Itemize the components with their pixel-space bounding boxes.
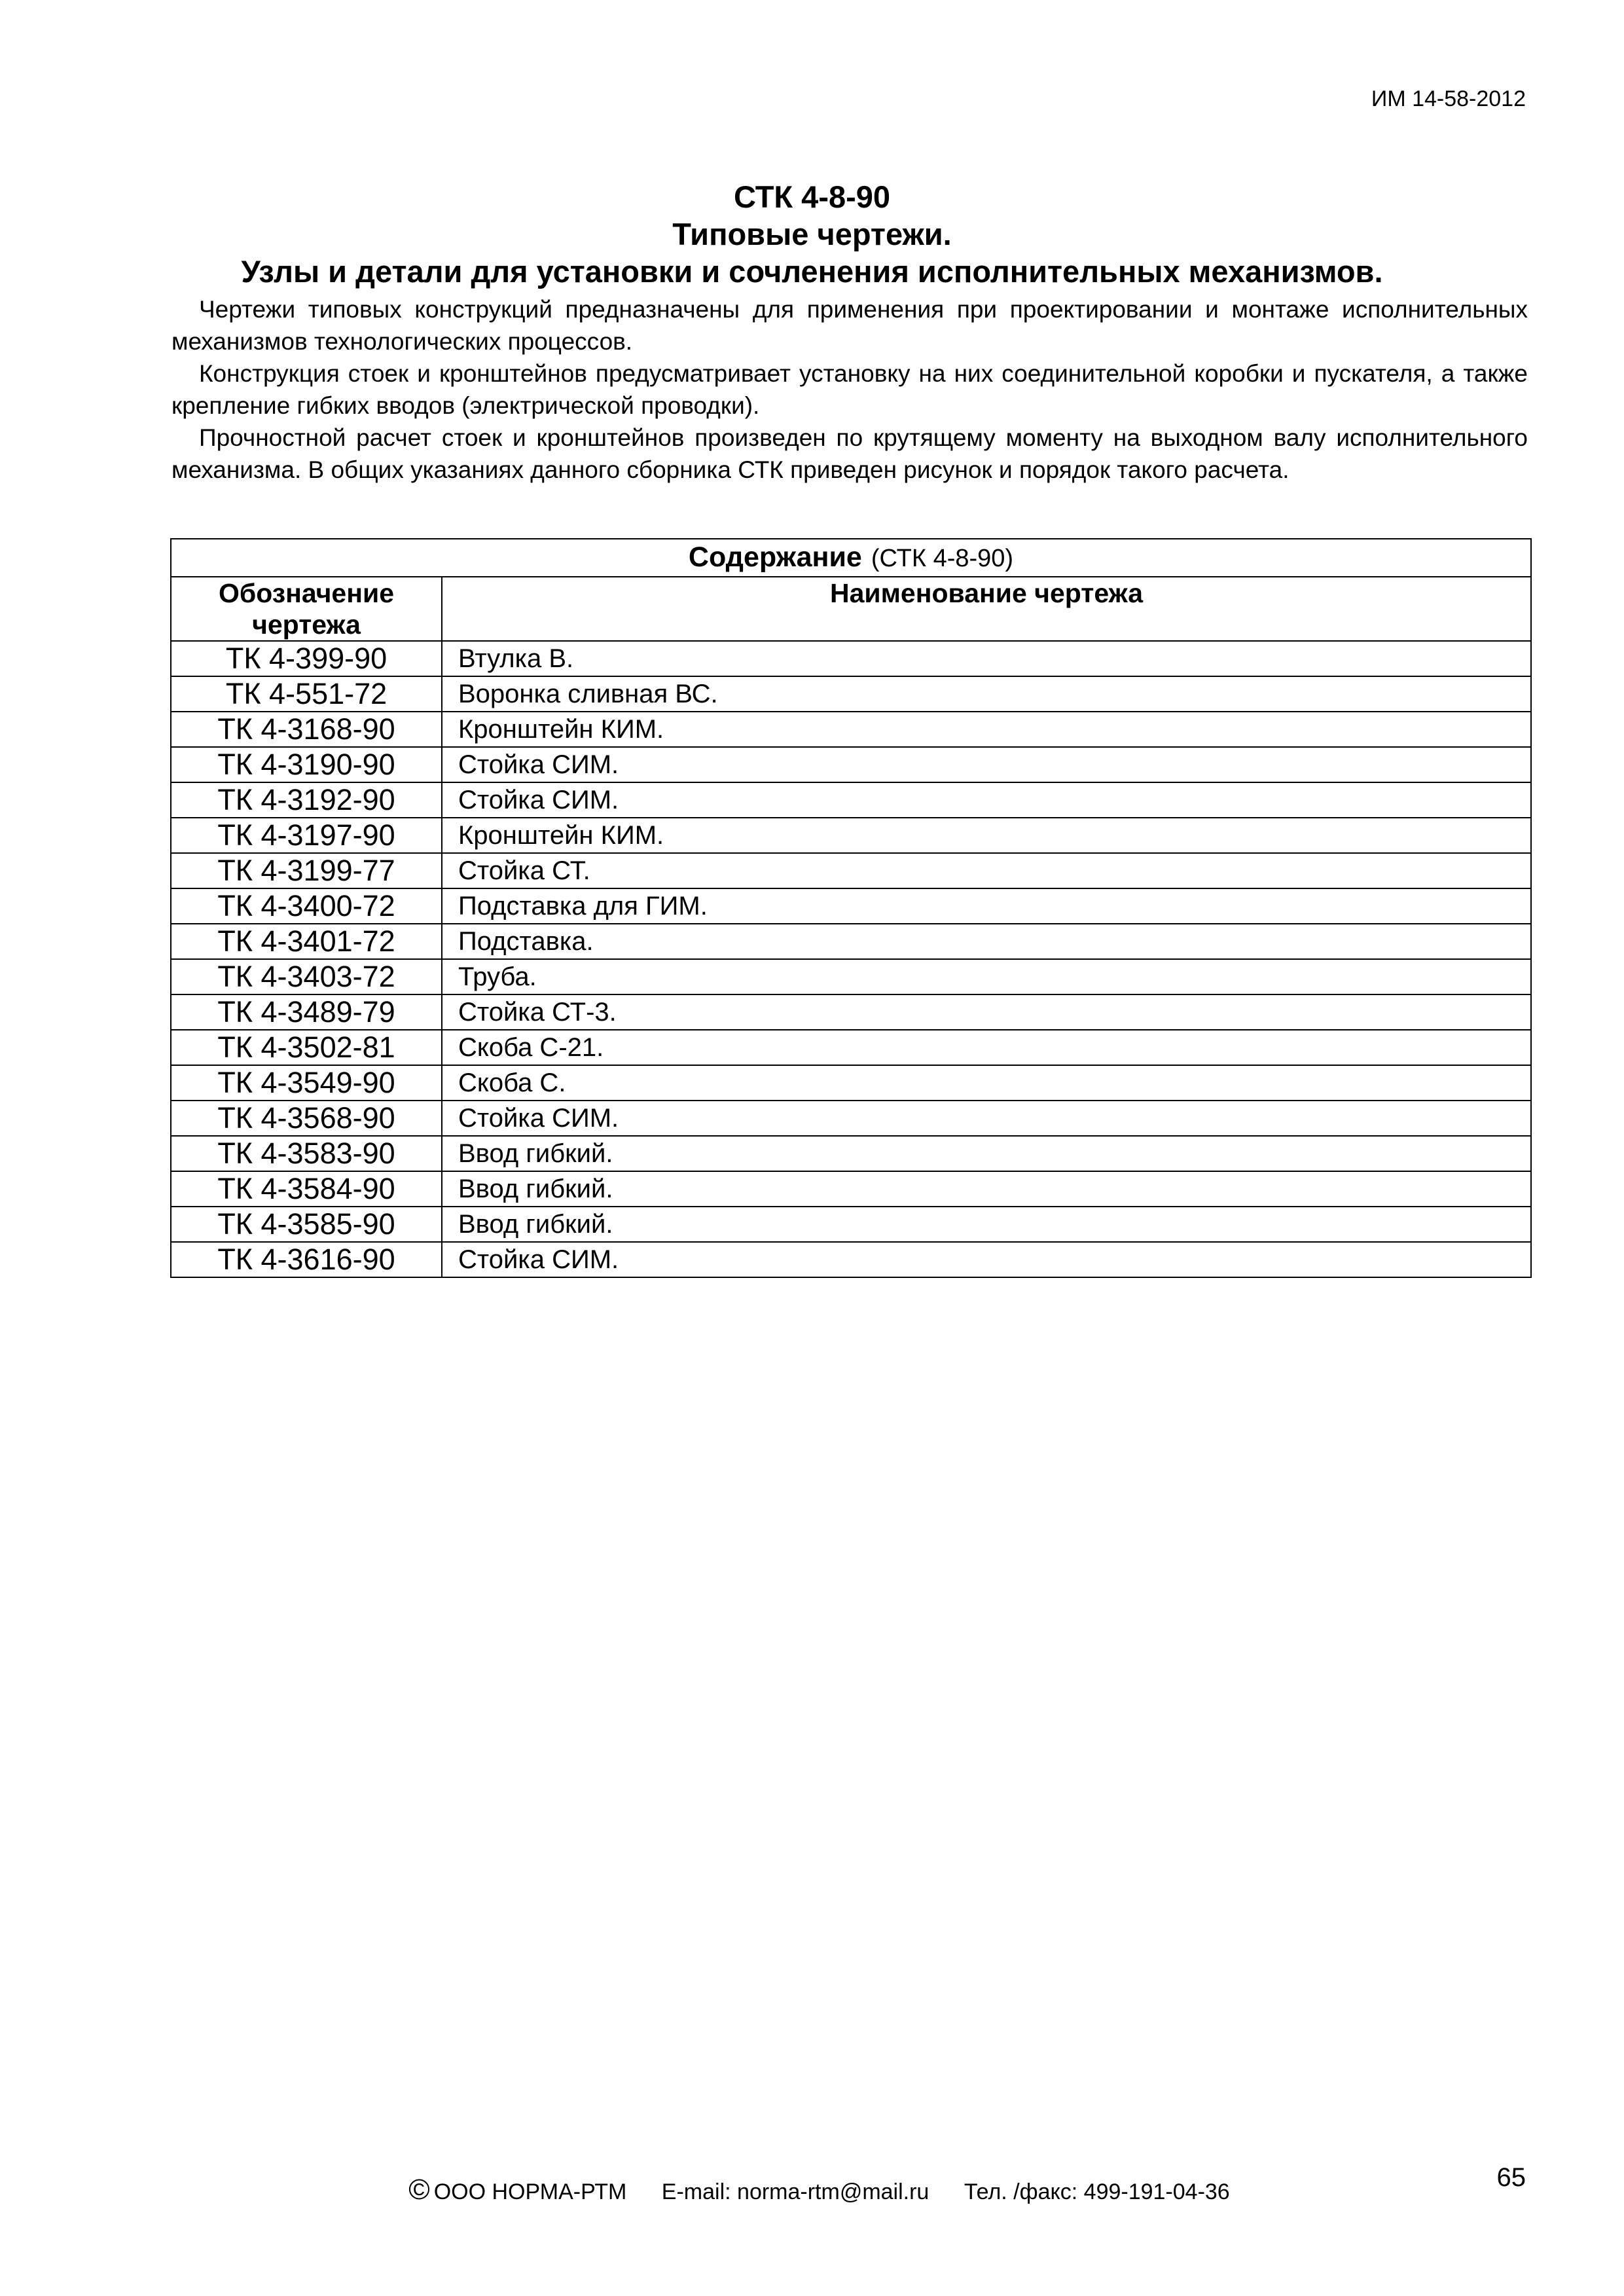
table-row bbox=[171, 712, 1531, 747]
table-row bbox=[171, 888, 1531, 924]
drawing-name-cell: Подставка для ГИМ. bbox=[442, 888, 1531, 924]
copyright-company bbox=[394, 2174, 627, 2206]
drawing-code-cell: ТК 4-3568-90 bbox=[171, 1101, 442, 1136]
drawing-name-cell: Стойка СИМ. bbox=[442, 1242, 1531, 1277]
type-title: Типовые чертежи. bbox=[672, 217, 952, 251]
document-code: ИМ 14-58-2012 bbox=[1371, 86, 1526, 111]
copyright-icon: © bbox=[408, 2174, 430, 2206]
caption-code: (СТК 4-8-90) bbox=[871, 545, 1014, 572]
drawing-name-cell: Стойка СИМ. bbox=[442, 782, 1531, 818]
caption-title: Содержание bbox=[688, 541, 862, 573]
standard-title: СТК 4-8-90 bbox=[733, 179, 891, 214]
drawing-code-cell: ТК 4-3192-90 bbox=[171, 782, 442, 818]
table-row bbox=[171, 924, 1531, 959]
drawing-code-cell: ТК 4-3168-90 bbox=[171, 712, 442, 747]
intro-text bbox=[171, 293, 1528, 486]
drawing-code-cell: ТК 4-3583-90 bbox=[171, 1136, 442, 1171]
drawing-code-cell: ТК 4-3400-72 bbox=[171, 888, 442, 924]
phone-text: Тел. /факс: 499-191-04-36 bbox=[964, 2179, 1230, 2204]
table-caption bbox=[171, 539, 1531, 577]
drawing-code-cell: ТК 4-3190-90 bbox=[171, 747, 442, 782]
page-number: 65 bbox=[1496, 2163, 1526, 2192]
drawing-name-cell: Скоба С-21. bbox=[442, 1030, 1531, 1065]
column-header-code: Обозначение чертежа bbox=[171, 577, 442, 641]
subject-title: Узлы и детали для установки и сочленения исполнительных механизмов. bbox=[241, 254, 1383, 289]
table-row bbox=[171, 1030, 1531, 1065]
table-row bbox=[171, 959, 1531, 994]
drawing-name-cell: Стойка СТ-3. bbox=[442, 994, 1531, 1030]
drawing-code-cell: ТК 4-551-72 bbox=[171, 676, 442, 712]
table-header-row bbox=[171, 577, 1531, 641]
drawing-name-cell: Труба. bbox=[442, 959, 1531, 994]
table-row bbox=[171, 641, 1531, 676]
table-caption-row bbox=[171, 539, 1531, 577]
drawing-name-cell: Кронштейн КИМ. bbox=[442, 818, 1531, 853]
intro-paragraph: Конструкция стоек и кронштейнов предусматривает установку на них соединительной коробки и пускателя, а также крепление гибких вводов (электрической проводки). bbox=[171, 360, 1528, 419]
drawing-code-cell: ТК 4-3401-72 bbox=[171, 924, 442, 959]
drawing-name-cell: Стойка СИМ. bbox=[442, 1101, 1531, 1136]
drawing-name-cell: Скоба С. bbox=[442, 1065, 1531, 1101]
table-row bbox=[171, 818, 1531, 853]
drawing-code-cell: ТК 4-3489-79 bbox=[171, 994, 442, 1030]
drawing-code-cell: ТК 4-3585-90 bbox=[171, 1207, 442, 1242]
drawing-name-cell: Стойка СИМ. bbox=[442, 747, 1531, 782]
drawing-code-cell: ТК 4-3199-77 bbox=[171, 853, 442, 888]
table-row bbox=[171, 1101, 1531, 1136]
table-row bbox=[171, 676, 1531, 712]
table-row bbox=[171, 853, 1531, 888]
drawing-name-cell: Подставка. bbox=[442, 924, 1531, 959]
drawing-name-cell: Воронка сливная ВС. bbox=[442, 676, 1531, 712]
title-block bbox=[0, 178, 1624, 290]
drawing-code-cell: ТК 4-3549-90 bbox=[171, 1065, 442, 1101]
drawing-name-cell: Стойка СТ. bbox=[442, 853, 1531, 888]
drawing-code-cell: ТК 4-399-90 bbox=[171, 641, 442, 676]
intro-paragraph: Прочностной расчет стоек и кронштейнов произведен по крутящему моменту на выходном валу исполнительного механизма. В общих указаниях данного сборника СТК приведен рисунок и порядок такого расчета. bbox=[171, 424, 1528, 483]
drawing-name-cell: Втулка В. bbox=[442, 641, 1531, 676]
table-row bbox=[171, 782, 1531, 818]
company-name: ООО НОРМА-РТМ bbox=[433, 2179, 627, 2204]
table-row bbox=[171, 1136, 1531, 1171]
table-row bbox=[171, 747, 1531, 782]
email-link[interactable]: E-mail: norma-rtm@mail.ru bbox=[661, 2179, 929, 2204]
drawing-code-cell: ТК 4-3502-81 bbox=[171, 1030, 442, 1065]
drawing-code-cell: ТК 4-3584-90 bbox=[171, 1171, 442, 1207]
contents-table bbox=[170, 538, 1532, 1278]
table-body bbox=[171, 641, 1531, 1277]
table-row bbox=[171, 994, 1531, 1030]
footer bbox=[0, 2174, 1624, 2206]
drawing-name-cell: Ввод гибкий. bbox=[442, 1207, 1531, 1242]
drawing-name-cell: Кронштейн КИМ. bbox=[442, 712, 1531, 747]
column-header-name: Наименование чертежа bbox=[442, 577, 1531, 641]
drawing-name-cell: Ввод гибкий. bbox=[442, 1136, 1531, 1171]
table-row bbox=[171, 1207, 1531, 1242]
drawing-name-cell: Ввод гибкий. bbox=[442, 1171, 1531, 1207]
table-row bbox=[171, 1242, 1531, 1277]
table-row bbox=[171, 1171, 1531, 1207]
drawing-code-cell: ТК 4-3616-90 bbox=[171, 1242, 442, 1277]
drawing-code-cell: ТК 4-3197-90 bbox=[171, 818, 442, 853]
intro-paragraph: Чертежи типовых конструкций предназначены для применения при проектировании и монтаже исполнительных механизмов технологических процессов. bbox=[171, 296, 1528, 355]
drawing-code-cell: ТК 4-3403-72 bbox=[171, 959, 442, 994]
table-row bbox=[171, 1065, 1531, 1101]
